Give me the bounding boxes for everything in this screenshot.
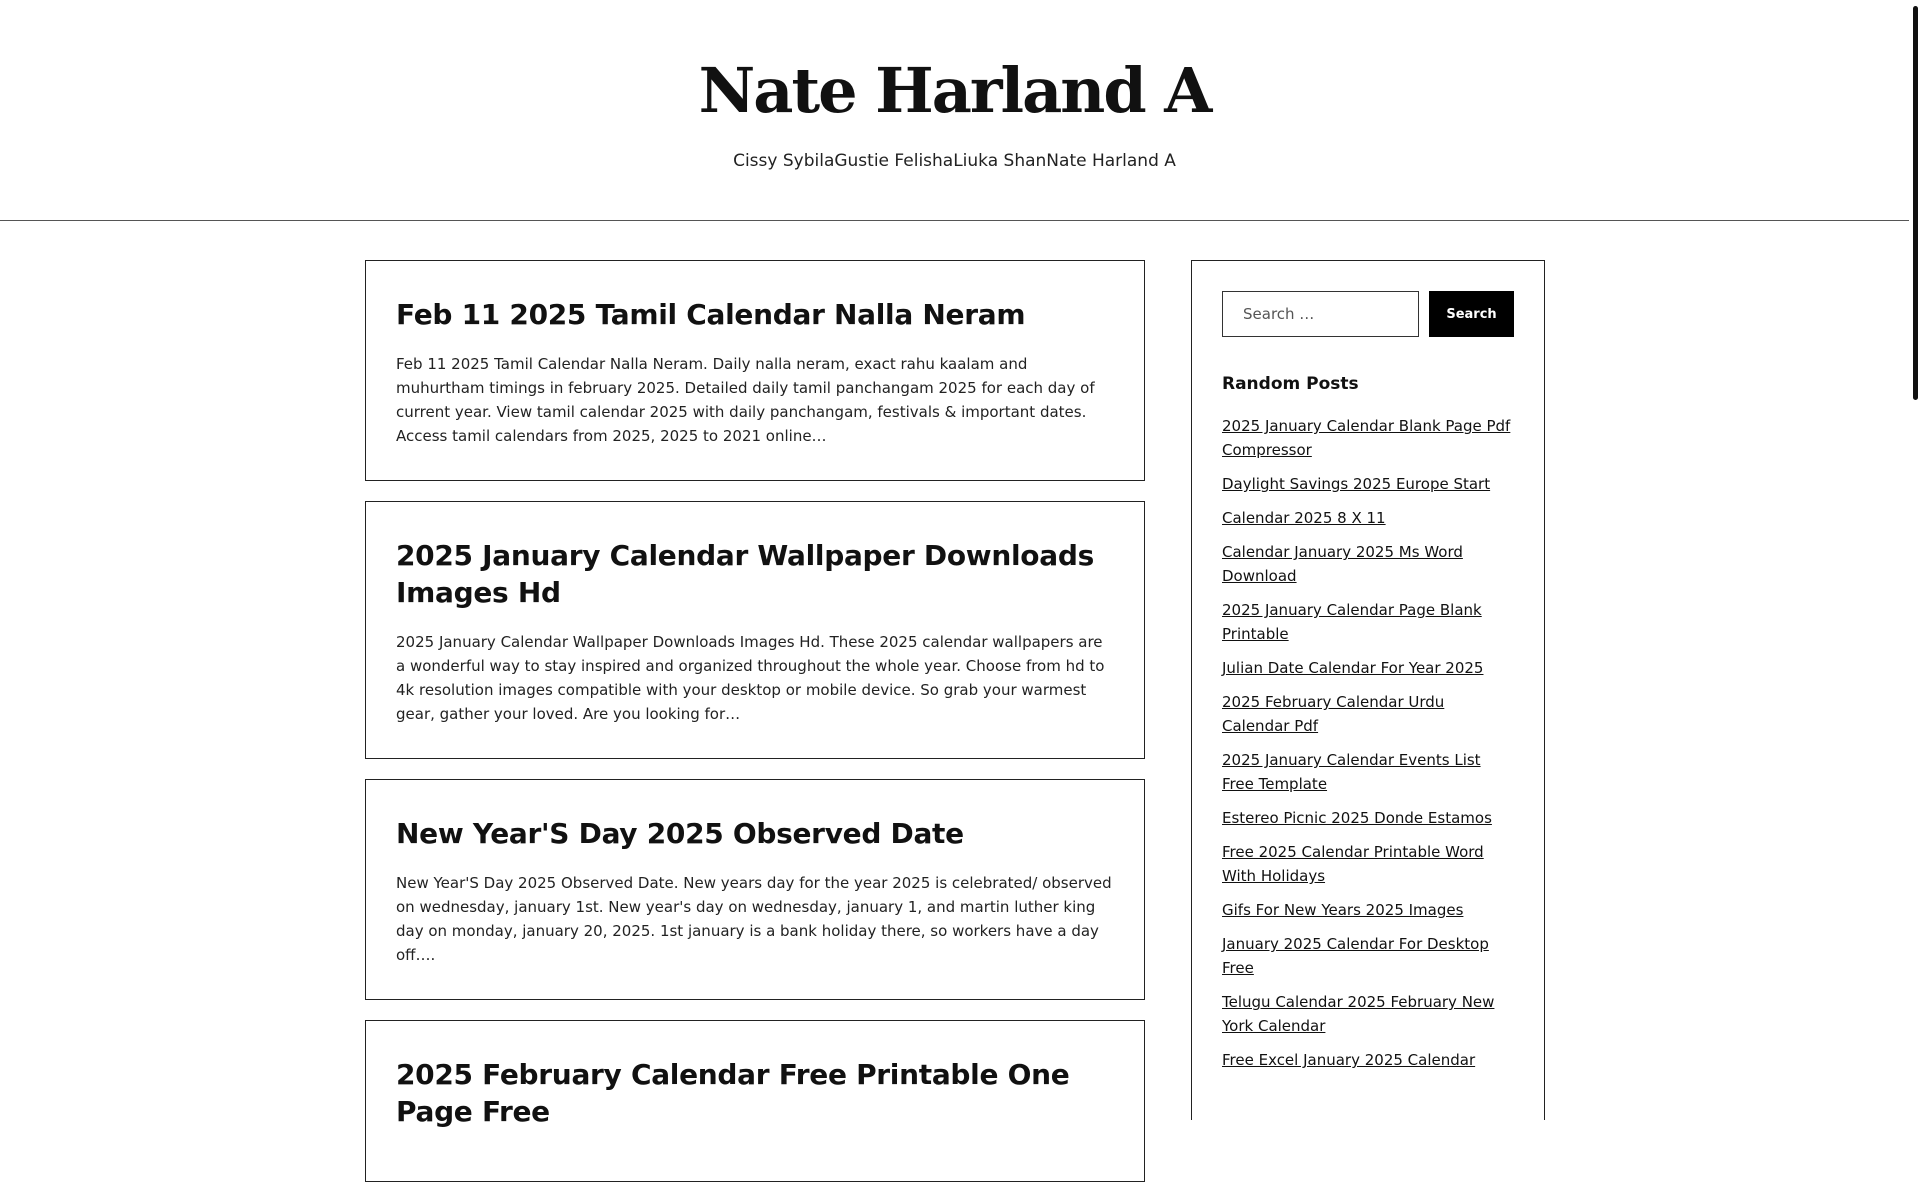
list-item (1222, 598, 1514, 646)
random-post-link[interactable]: Calendar January 2025 Ms Word Download (1222, 543, 1463, 585)
random-post-link[interactable]: 2025 January Calendar Page Blank Printable (1222, 601, 1482, 643)
site-description: Cissy SybilaGustie FelishaLiuka ShanNate Harland A (733, 151, 1176, 171)
random-post-link[interactable]: 2025 January Calendar Events List Free Template (1222, 751, 1481, 793)
list-item (1222, 898, 1514, 922)
list-item (1222, 806, 1514, 830)
site-title[interactable]: Nate Harland A (698, 54, 1211, 127)
list-item (1222, 506, 1514, 530)
random-post-link[interactable]: Daylight Savings 2025 Europe Start (1222, 475, 1491, 493)
random-post-link[interactable]: Free Excel January 2025 Calendar (1222, 1051, 1476, 1069)
random-post-link[interactable]: 2025 February Calendar Urdu Calendar Pdf (1222, 693, 1445, 735)
search-form (1222, 291, 1514, 337)
random-posts-title: Random Posts (1222, 374, 1359, 394)
post-card (365, 260, 1145, 481)
list-item (1222, 932, 1514, 980)
post-excerpt: 2025 January Calendar Wallpaper Downloads Images Hd. These 2025 calendar wallpapers are a wonderful way to stay inspired and organized throughout the whole year. Choose from hd to 4k resolution images compatible with your desktop or mobile device. So grab your warmest gear, gather your loved. Are you looking for… (396, 633, 1105, 723)
list-item (1222, 748, 1514, 796)
post-card (365, 779, 1145, 1000)
list-item (1222, 472, 1514, 496)
list-item (1222, 1048, 1514, 1072)
search-input[interactable] (1222, 291, 1419, 337)
posts-list (365, 260, 1145, 1202)
site-header (0, 0, 1909, 221)
post-title[interactable]: 2025 February Calendar Free Printable One Page Free (396, 1058, 1070, 1128)
list-item (1222, 540, 1514, 588)
post-title[interactable]: Feb 11 2025 Tamil Calendar Nalla Neram (396, 298, 1026, 331)
list-item (1222, 656, 1514, 680)
post-excerpt: Feb 11 2025 Tamil Calendar Nalla Neram. Daily nalla neram, exact rahu kaalam and muhurtham timings in february 2025. Detailed daily tamil panchangam 2025 for each day of current year. View tamil calendar 2025 with daily panchangam, festivals & important dates. Access tamil calendars from 2025, 2025 to 2021 online… (396, 355, 1095, 445)
random-post-link[interactable]: January 2025 Calendar For Desktop Free (1222, 935, 1489, 977)
random-posts-list (1222, 414, 1514, 1072)
search-button[interactable]: Search (1429, 291, 1514, 337)
list-item (1222, 414, 1514, 462)
post-card (365, 1020, 1145, 1182)
list-item (1222, 690, 1514, 738)
list-item (1222, 840, 1514, 888)
sidebar (1191, 260, 1545, 1120)
random-post-link[interactable]: Telugu Calendar 2025 February New York Calendar (1222, 993, 1495, 1035)
post-title[interactable]: New Year'S Day 2025 Observed Date (396, 817, 964, 850)
random-post-link[interactable]: Estereo Picnic 2025 Donde Estamos (1222, 809, 1492, 827)
list-item (1222, 990, 1514, 1038)
vertical-scrollbar[interactable] (1909, 0, 1920, 1080)
random-post-link[interactable]: Calendar 2025 8 X 11 (1222, 509, 1386, 527)
random-post-link[interactable]: 2025 January Calendar Blank Page Pdf Compressor (1222, 417, 1511, 459)
post-excerpt: New Year'S Day 2025 Observed Date. New years day for the year 2025 is celebrated/ observed on wednesday, january 1st. New year's day on wednesday, january 1, and martin luther king day on monday, january 20, 2025. 1st january is a bank holiday there, so workers have a day off…. (396, 874, 1112, 964)
random-post-link[interactable]: Free 2025 Calendar Printable Word With Holidays (1222, 843, 1484, 885)
random-post-link[interactable]: Julian Date Calendar For Year 2025 (1222, 659, 1484, 677)
scrollbar-thumb[interactable] (1913, 6, 1918, 400)
post-card (365, 501, 1145, 759)
random-post-link[interactable]: Gifs For New Years 2025 Images (1222, 901, 1464, 919)
post-title[interactable]: 2025 January Calendar Wallpaper Downloads Images Hd (396, 539, 1094, 609)
